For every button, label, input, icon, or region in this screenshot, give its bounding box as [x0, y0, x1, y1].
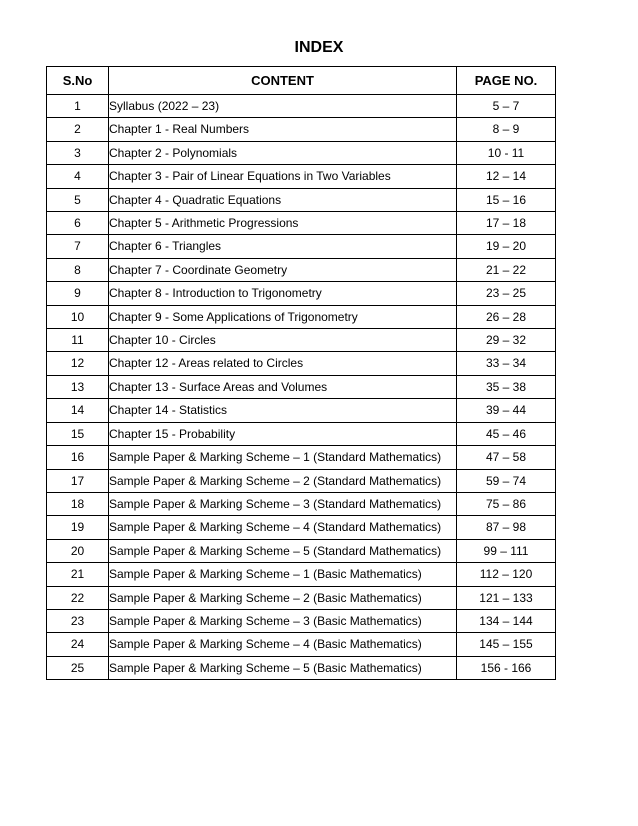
table-row [47, 375, 556, 398]
row-sno: 18 [47, 492, 109, 515]
row-page-no: 99 – 111 [457, 539, 556, 562]
table-row [47, 586, 556, 609]
row-sno: 7 [47, 235, 109, 258]
table-row [47, 633, 556, 656]
row-content: Chapter 5 - Arithmetic Progressions [109, 212, 457, 235]
table-row [47, 352, 556, 375]
table-row [47, 469, 556, 492]
row-content: Chapter 14 - Statistics [109, 399, 457, 422]
row-sno: 11 [47, 329, 109, 352]
table-row [47, 656, 556, 679]
table-row [47, 399, 556, 422]
row-content: Sample Paper & Marking Scheme – 1 (Standard Mathematics) [109, 446, 457, 469]
row-page-no: 26 – 28 [457, 305, 556, 328]
row-page-no: 75 – 86 [457, 492, 556, 515]
row-sno: 19 [47, 516, 109, 539]
row-page-no: 121 – 133 [457, 586, 556, 609]
row-content: Chapter 10 - Circles [109, 329, 457, 352]
table-row [47, 305, 556, 328]
index-table [46, 66, 556, 680]
row-content: Chapter 1 - Real Numbers [109, 118, 457, 141]
row-page-no: 112 – 120 [457, 563, 556, 586]
table-row [47, 95, 556, 118]
row-content: Syllabus (2022 – 23) [109, 95, 457, 118]
row-page-no: 39 – 44 [457, 399, 556, 422]
row-sno: 4 [47, 165, 109, 188]
row-page-no: 134 – 144 [457, 609, 556, 632]
row-content: Sample Paper & Marking Scheme – 5 (Basic Mathematics) [109, 656, 457, 679]
row-page-no: 47 – 58 [457, 446, 556, 469]
row-sno: 5 [47, 188, 109, 211]
header-sno: S.No [47, 67, 109, 95]
row-sno: 21 [47, 563, 109, 586]
table-row [47, 258, 556, 281]
row-page-no: 59 – 74 [457, 469, 556, 492]
row-page-no: 29 – 32 [457, 329, 556, 352]
row-content: Chapter 9 - Some Applications of Trigonometry [109, 305, 457, 328]
table-row [47, 539, 556, 562]
row-page-no: 23 – 25 [457, 282, 556, 305]
row-content: Sample Paper & Marking Scheme – 4 (Standard Mathematics) [109, 516, 457, 539]
table-header-row [47, 67, 556, 95]
row-sno: 10 [47, 305, 109, 328]
row-sno: 16 [47, 446, 109, 469]
header-content: CONTENT [109, 67, 457, 95]
row-sno: 1 [47, 95, 109, 118]
row-sno: 9 [47, 282, 109, 305]
row-sno: 6 [47, 212, 109, 235]
row-sno: 8 [47, 258, 109, 281]
table-row [47, 235, 556, 258]
table-row [47, 563, 556, 586]
row-content: Chapter 13 - Surface Areas and Volumes [109, 375, 457, 398]
row-page-no: 21 – 22 [457, 258, 556, 281]
row-sno: 12 [47, 352, 109, 375]
header-page-no: PAGE NO. [457, 67, 556, 95]
row-sno: 22 [47, 586, 109, 609]
table-row [47, 446, 556, 469]
table-body [47, 95, 556, 680]
page-title: INDEX [294, 39, 344, 56]
table-row [47, 282, 556, 305]
row-content: Sample Paper & Marking Scheme – 1 (Basic Mathematics) [109, 563, 457, 586]
row-page-no: 145 – 155 [457, 633, 556, 656]
row-content: Chapter 7 - Coordinate Geometry [109, 258, 457, 281]
table-row [47, 329, 556, 352]
row-page-no: 19 – 20 [457, 235, 556, 258]
row-content: Chapter 8 - Introduction to Trigonometry [109, 282, 457, 305]
row-content: Sample Paper & Marking Scheme – 2 (Standard Mathematics) [109, 469, 457, 492]
row-sno: 20 [47, 539, 109, 562]
row-sno: 17 [47, 469, 109, 492]
table-row [47, 212, 556, 235]
table-row [47, 141, 556, 164]
row-page-no: 15 – 16 [457, 188, 556, 211]
row-sno: 2 [47, 118, 109, 141]
row-page-no: 5 – 7 [457, 95, 556, 118]
row-content: Chapter 3 - Pair of Linear Equations in Two Variables [109, 165, 457, 188]
table-row [47, 492, 556, 515]
row-page-no: 156 - 166 [457, 656, 556, 679]
table-row [47, 516, 556, 539]
row-page-no: 87 – 98 [457, 516, 556, 539]
row-sno: 24 [47, 633, 109, 656]
row-sno: 25 [47, 656, 109, 679]
table-row [47, 609, 556, 632]
table-row [47, 188, 556, 211]
row-page-no: 45 – 46 [457, 422, 556, 445]
row-content: Sample Paper & Marking Scheme – 3 (Standard Mathematics) [109, 492, 457, 515]
row-sno: 14 [47, 399, 109, 422]
row-page-no: 12 – 14 [457, 165, 556, 188]
table-row [47, 165, 556, 188]
row-page-no: 10 - 11 [457, 141, 556, 164]
row-page-no: 33 – 34 [457, 352, 556, 375]
row-content: Sample Paper & Marking Scheme – 3 (Basic Mathematics) [109, 609, 457, 632]
row-sno: 13 [47, 375, 109, 398]
row-page-no: 17 – 18 [457, 212, 556, 235]
row-sno: 15 [47, 422, 109, 445]
row-content: Chapter 15 - Probability [109, 422, 457, 445]
row-content: Chapter 2 - Polynomials [109, 141, 457, 164]
row-content: Chapter 6 - Triangles [109, 235, 457, 258]
table-row [47, 422, 556, 445]
row-page-no: 8 – 9 [457, 118, 556, 141]
row-content: Sample Paper & Marking Scheme – 5 (Standard Mathematics) [109, 539, 457, 562]
row-sno: 3 [47, 141, 109, 164]
row-content: Sample Paper & Marking Scheme – 2 (Basic Mathematics) [109, 586, 457, 609]
row-content: Chapter 4 - Quadratic Equations [109, 188, 457, 211]
row-sno: 23 [47, 609, 109, 632]
row-content: Sample Paper & Marking Scheme – 4 (Basic Mathematics) [109, 633, 457, 656]
row-page-no: 35 – 38 [457, 375, 556, 398]
table-row [47, 118, 556, 141]
row-content: Chapter 12 - Areas related to Circles [109, 352, 457, 375]
